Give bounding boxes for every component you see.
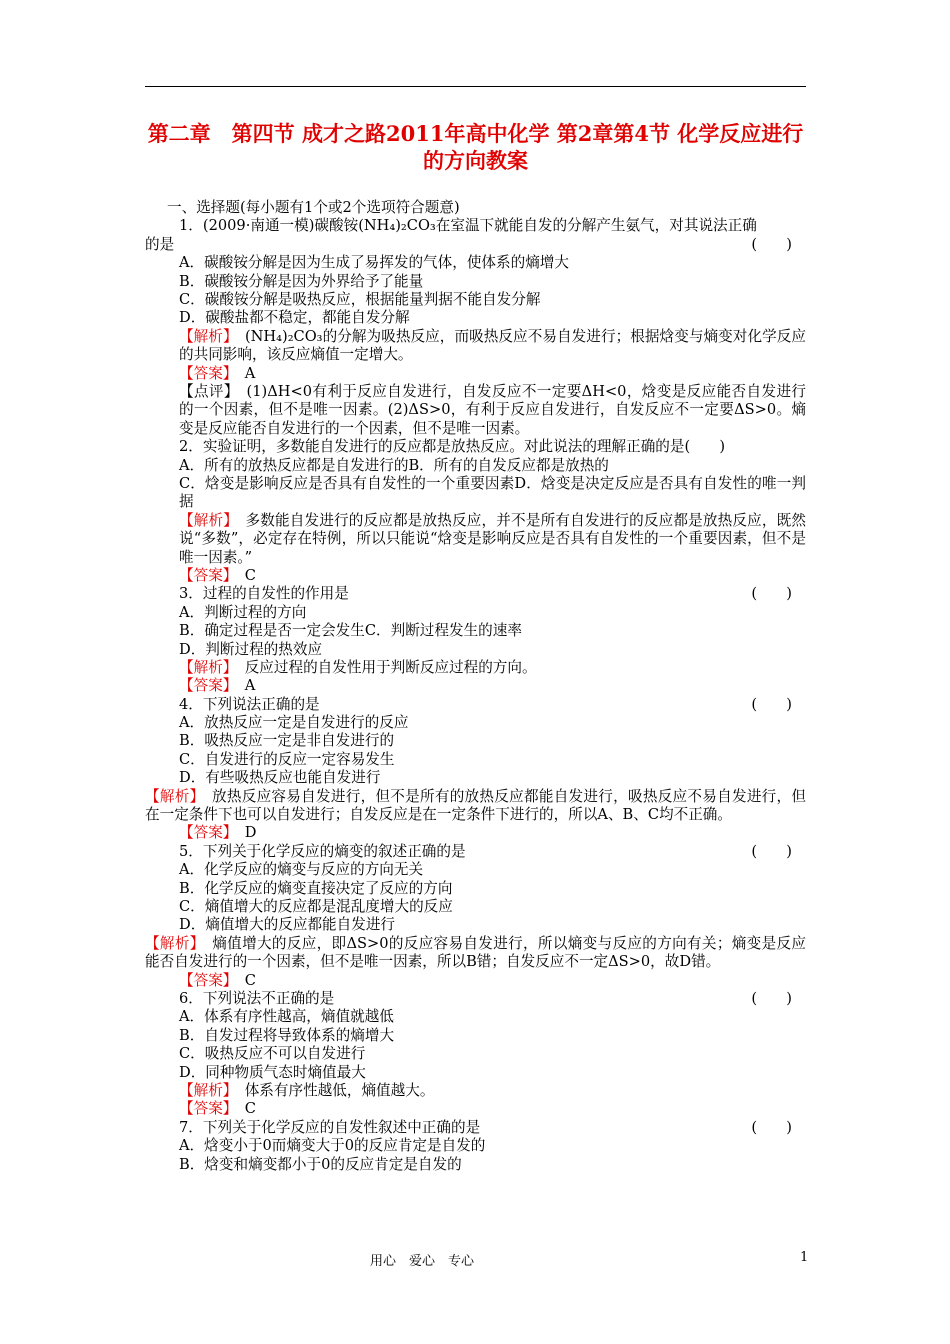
q4-option-a: A．放热反应一定是自发进行的反应: [179, 714, 409, 732]
comment-tag: 【点评】: [179, 382, 232, 400]
q4-answer: 【答案】 D: [179, 824, 257, 842]
q4-option-d: D．有些吸热反应也能自发进行: [179, 769, 381, 787]
q6-option-c: C．吸热反应不可以自发进行: [179, 1045, 366, 1063]
q6-answer: 【答案】 C: [179, 1100, 256, 1118]
q2-option-ab: A．所有的放热反应都是自发进行的B．所有的自发反应都是放热的: [179, 456, 609, 474]
answer-paren: ( ): [751, 990, 792, 1008]
answer-paren: ( ): [751, 235, 792, 253]
q1-option-d: D．碳酸盐都不稳定，都能自发分解: [179, 309, 410, 327]
q3-option-a: A．判断过程的方向: [179, 603, 307, 621]
q4-stem: 4．下列说法正确的是 ( ): [179, 695, 792, 713]
q3-option-bc: B．确定过程是否一定会发生C．判断过程发生的速率: [179, 622, 522, 640]
q5-option-c: C．熵值增大的反应都是混乱度增大的反应: [179, 898, 453, 916]
q1-comment: 【点评】 (1)ΔH<0有利于反应自发进行，自发反应不一定要ΔH<0，焓变是反应能否自发进行的一个因素，但不是唯一因素。(2)ΔS>0，有利于反应自发进行，自发反应不一定要ΔS>0。熵变是反应能否自发进行的一个因素，但不是唯一因素。: [179, 382, 806, 437]
answer-paren: ( ): [751, 842, 792, 860]
analysis-tag: 【解析】: [145, 787, 198, 805]
q3-answer: 【答案】 A: [179, 677, 256, 695]
footer-motto: 用心 爱心 专心: [370, 1254, 475, 1269]
answer-tag: 【答案】: [179, 566, 231, 584]
q1-stem: 1．(2009·南通一模)碳酸铵(NH₄)₂CO₃在室温下就能自发的分解产生氨气，对其说法正确: [179, 217, 757, 235]
q5-analysis: 【解析】 熵值增大的反应，即ΔS>0的反应容易自发进行，所以熵变与反应的方向有关；熵变是反应能否自发进行的一个因素，但不是唯一因素，所以B错；自发反应不一定ΔS>0，故D错。: [145, 934, 806, 971]
q5-option-b: B．化学反应的熵变直接决定了反应的方向: [179, 879, 453, 897]
q5-option-d: D．熵值增大的反应都能自发进行: [179, 916, 396, 934]
q1-option-c: C．碳酸铵分解是吸热反应，根据能量判据不能自发分解: [179, 290, 541, 308]
analysis-tag: 【解析】: [179, 327, 231, 345]
answer-tag: 【答案】: [179, 971, 231, 989]
q6-option-a: A．体系有序性越高，熵值就越低: [179, 1008, 394, 1026]
q7-option-a: A．焓变小于0而熵变大于0的反应肯定是自发的: [179, 1137, 486, 1155]
answer-tag: 【答案】: [179, 364, 231, 382]
section-heading: 一、选择题(每小题有1个或2个选项符合题意): [167, 199, 460, 216]
q5-stem: 5．下列关于化学反应的熵变的叙述正确的是 ( ): [179, 842, 792, 860]
q6-analysis: 【解析】 体系有序性越低，熵值越大。: [179, 1081, 435, 1099]
answer-tag: 【答案】: [179, 677, 231, 695]
q6-option-d: D．同种物质气态时熵值最大: [179, 1063, 366, 1081]
q6-option-b: B．自发过程将导致体系的熵增大: [179, 1026, 395, 1044]
q2-option-cd: C．焓变是影响反应是否具有自发性的一个重要因素D．焓变是决定反应是否具有自发性的唯一判据: [179, 474, 806, 511]
q2-analysis: 【解析】 多数能自发进行的反应都是放热反应，并不是所有自发进行的反应都是放热反应，既然说“多数”，必定存在特例，所以只能说“焓变是影响反应是否具有自发性的一个重要因素，但不是唯一因素。”: [179, 511, 806, 566]
header-rule: [145, 86, 806, 87]
q2-stem: 2．实验证明，多数能自发进行的反应都是放热反应。对此说法的理解正确的是( ): [179, 438, 726, 456]
q2-answer: 【答案】 C: [179, 566, 256, 584]
q1-option-a: A．碳酸铵分解是因为生成了易挥发的气体，使体系的熵增大: [179, 254, 569, 272]
q4-analysis: 【解析】 放热反应容易自发进行，但不是所有的放热反应都能自发进行，吸热反应不易自发进行，但在一定条件下也可以自发进行；自发反应是在一定条件下进行的，所以A、B、C均不正确。: [145, 787, 806, 824]
document-title: 第二章 第四节 成才之路2011年高中化学 第2章第4节 化学反应进行的方向教案: [147, 121, 804, 173]
answer-tag: 【答案】: [179, 824, 231, 842]
q5-option-a: A．化学反应的熵变与反应的方向无关: [179, 861, 424, 879]
answer-tag: 【答案】: [179, 1100, 231, 1118]
answer-paren: ( ): [751, 585, 792, 603]
q4-option-c: C．自发进行的反应一定容易发生: [179, 750, 395, 768]
q3-stem: 3．过程的自发性的作用是 ( ): [179, 585, 792, 603]
q1-answer: 【答案】 A: [179, 364, 256, 382]
analysis-tag: 【解析】: [145, 934, 198, 952]
answer-paren: ( ): [751, 1118, 792, 1136]
q1-option-b: B．碳酸铵分解是因为外界给予了能量: [179, 272, 424, 290]
q5-answer: 【答案】 C: [179, 971, 256, 989]
answer-paren: ( ): [751, 695, 792, 713]
q1-stem-cont: 的是 ( ): [145, 235, 792, 253]
page-number: 1: [800, 1250, 809, 1265]
q1-analysis: 【解析】 (NH₄)₂CO₃的分解为吸热反应，而吸热反应不易自发进行；根据焓变与熵变对化学反应的共同影响，该反应熵值一定增大。: [179, 327, 806, 364]
q6-stem: 6．下列说法不正确的是 ( ): [179, 990, 792, 1008]
q3-analysis: 【解析】 反应过程的自发性用于判断反应过程的方向。: [179, 658, 537, 676]
q4-option-b: B．吸热反应一定是非自发进行的: [179, 732, 395, 750]
analysis-tag: 【解析】: [179, 658, 231, 676]
q3-option-d: D．判断过程的热效应: [179, 640, 323, 658]
analysis-tag: 【解析】: [179, 1081, 231, 1099]
document-body: [145, 199, 806, 1174]
analysis-tag: 【解析】: [179, 511, 231, 529]
q7-option-b: B．焓变和熵变都小于0的反应肯定是自发的: [179, 1155, 462, 1173]
q7-stem: 7．下列关于化学反应的自发性叙述中正确的是 ( ): [179, 1118, 792, 1136]
